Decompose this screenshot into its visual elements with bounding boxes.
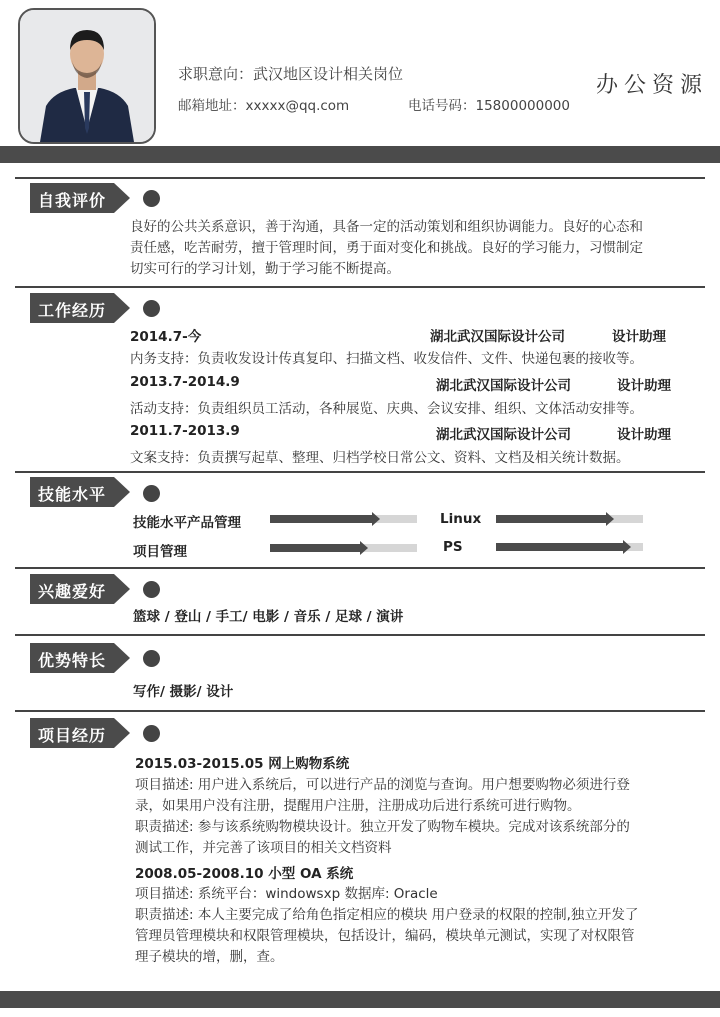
skill-bar-fill (270, 515, 373, 523)
skill-bar-fill (496, 543, 624, 551)
project-details: 项目描述: 用户进入系统后，可以进行产品的浏览与查询。用户想要购物必须进行登 录，如果用户没有注册，提醒用户注册，注册成功后进行系统可进行购物。 职责描述: 参与该系统购物模块设计。独立开发了购物车模块。完成对该系统部分的 测试工作，并完善了该项目的相关文档资料 (135, 777, 630, 856)
job-role: 设计助理 (612, 329, 666, 345)
skill-bar (270, 515, 417, 523)
job-company: 湖北武汉国际设计公司 (436, 427, 571, 443)
job-period: 2014.7-今 (130, 329, 202, 345)
project-heading: 2015.03-2015.05 网上购物系统 (135, 756, 350, 772)
section-title: 工作经历 (38, 301, 107, 320)
footer-bar (0, 991, 720, 1008)
section-divider (15, 634, 705, 636)
bullet-dot (143, 650, 160, 667)
section-divider (15, 286, 705, 288)
bullet-dot (143, 581, 160, 598)
bullet-dot (143, 485, 160, 502)
section-title: 兴趣爱好 (38, 582, 107, 601)
skill-bar-fill (270, 544, 361, 552)
strengths-text: 写作/ 摄影/ 设计 (133, 684, 234, 700)
job-description: 活动支持：负责组织员工活动，各种展览、庆典、会议安排、组织、文体活动安排等。 (130, 401, 643, 417)
section-divider (15, 177, 705, 179)
section-divider (15, 710, 705, 712)
section-tag-strengths (30, 643, 130, 673)
phone-number: 电话号码：15800000000 (408, 98, 570, 114)
section-title: 技能水平 (38, 485, 107, 504)
job-period: 2011.7-2013.9 (130, 423, 240, 439)
section-tag-self (30, 183, 130, 213)
section-tag-projects (30, 718, 130, 748)
job-period: 2013.7-2014.9 (130, 374, 240, 390)
job-company: 湖北武汉国际设计公司 (430, 329, 565, 345)
bullet-dot (143, 300, 160, 317)
skill-bar (496, 515, 643, 523)
skill-bar-fill (496, 515, 607, 523)
email-address: 邮箱地址：xxxxx@qq.com (178, 98, 350, 114)
skill-bar (496, 543, 643, 551)
job-company: 湖北武汉国际设计公司 (436, 378, 571, 394)
skill-name: 项目管理 (133, 544, 187, 560)
section-tag-work (30, 293, 130, 323)
project-heading: 2008.05-2008.10 小型 OA 系统 (135, 866, 354, 882)
project-details: 项目描述: 系统平台：windowsxp 数据库: Oracle 职责描述: 本人主要完成了给角色指定相应的模块 用户登录的权限的控制,独立开发了 管理员管理模块和权限管理模块，包括设计，编码，模块单元测试，实现了对权限管 理子模块的增，删，查。 (135, 886, 639, 965)
section-title: 优势特长 (38, 651, 107, 670)
skill-name: Linux (440, 511, 482, 527)
section-title: 项目经历 (38, 726, 107, 745)
job-description: 内务支持：负责收发设计传真复印、扫描文档、收发信件、文件、快递包裹的接收等。 (130, 351, 643, 367)
skill-name: PS (443, 539, 463, 555)
section-tag-hobbies (30, 574, 130, 604)
job-role: 设计助理 (617, 427, 671, 443)
header-divider-bar (0, 146, 720, 163)
job-description: 文案支持：负责撰写起草、整理、归档学校日常公文、资料、文档及相关统计数据。 (130, 450, 630, 466)
bullet-dot (143, 725, 160, 742)
skill-name: 技能水平产品管理 (133, 515, 241, 531)
self-evaluation-text: 良好的公共关系意识，善于沟通，具备一定的活动策划和组织协调能力。良好的心态和 责任感，吃苦耐劳，擅于管理时间，勇于面对变化和挑战。良好的学习能力，习惯制定 切实可行的学习计划，勤于学习能不断提高。 (130, 219, 643, 277)
bullet-dot (143, 190, 160, 207)
brand-text: 办公资源 (596, 73, 709, 98)
section-divider (15, 471, 705, 473)
section-title: 自我评价 (38, 191, 107, 210)
profile-photo (18, 8, 156, 144)
skill-bar (270, 544, 417, 552)
job-role: 设计助理 (617, 378, 671, 394)
hobbies-text: 篮球 / 登山 / 手工/ 电影 / 音乐 / 足球 / 演讲 (133, 609, 404, 625)
job-intent: 求职意向：武汉地区设计相关岗位 (178, 65, 404, 83)
section-divider (15, 567, 705, 569)
section-tag-skills (30, 477, 130, 507)
